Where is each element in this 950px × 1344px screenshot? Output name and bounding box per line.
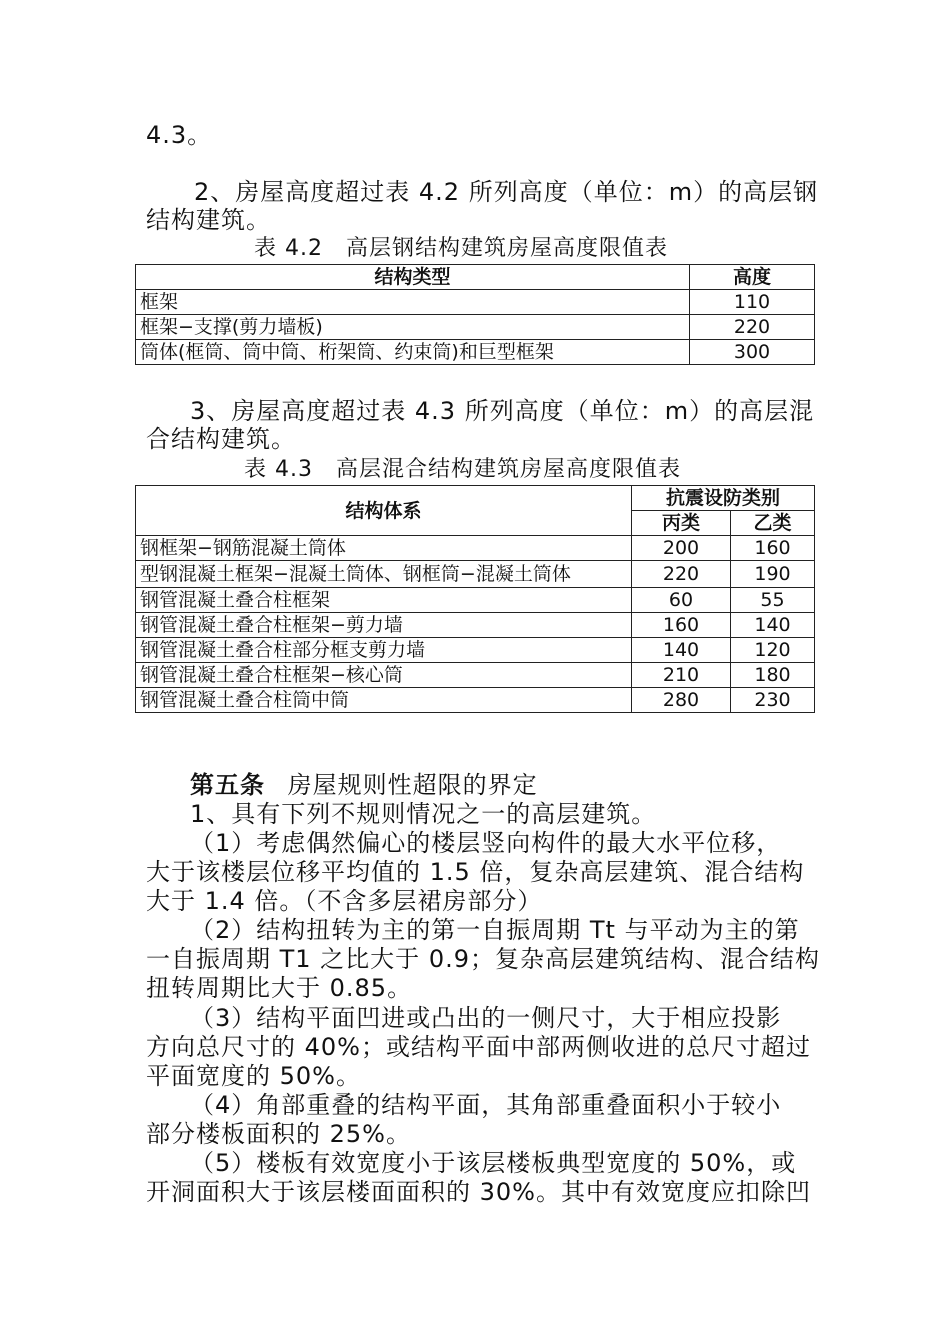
table-cell: 230 <box>731 688 815 713</box>
text-line: 方向总尺寸的 40%；或结构平面中部两侧收进的总尺寸超过 <box>146 1033 811 1061</box>
column-header: 结构类型 <box>136 265 690 290</box>
text-line: 大于 1.4 倍。（不含多层裙房部分） <box>146 887 543 915</box>
table-cell: 钢管混凝土叠合柱框架 <box>136 588 632 613</box>
table-cell: 120 <box>731 638 815 663</box>
text-line: 结构建筑。 <box>146 206 271 234</box>
text-line: 大于该楼层位移平均值的 1.5 倍，复杂高层建筑、混合结构 <box>146 858 805 886</box>
table-cell: 55 <box>731 588 815 613</box>
column-header-group: 抗震设防类别 <box>632 486 815 511</box>
table-cell: 框架 <box>136 290 690 315</box>
table-header-row <box>136 265 815 290</box>
table-cell: 型钢混凝土框架−混凝土筒体、钢框筒−混凝土筒体 <box>136 561 632 588</box>
table-cell: 160 <box>632 613 731 638</box>
text-line: （2）结构扭转为主的第一自振周期 Tt 与平动为主的第 <box>190 916 800 944</box>
table-cell: 210 <box>632 663 731 688</box>
table-cell: 60 <box>632 588 731 613</box>
text-line: （3）结构平面凹进或凸出的一侧尺寸，大于相应投影 <box>190 1004 782 1032</box>
text-line: （4）角部重叠的结构平面，其角部重叠面积小于较小 <box>190 1091 782 1119</box>
table-cell: 110 <box>690 290 815 315</box>
text-line: 2、房屋高度超过表 4.2 所列高度（单位：m）的高层钢 <box>194 178 819 206</box>
table-cell: 160 <box>731 536 815 561</box>
table-row <box>136 290 815 315</box>
article-heading <box>190 770 538 800</box>
text-line: （5）楼板有效宽度小于该层楼板典型宽度的 50%，或 <box>190 1149 797 1177</box>
text-line: 一自振周期 T1 之比大于 0.9；复杂高层建筑结构、混合结构 <box>146 945 820 973</box>
text-line: 3、房屋高度超过表 4.3 所列高度（单位：m）的高层混 <box>190 397 815 425</box>
table-cell: 钢管混凝土叠合柱部分框支剪力墙 <box>136 638 632 663</box>
column-header: 结构体系 <box>136 486 632 536</box>
article-title: 房屋规则性超限的界定 <box>287 771 538 799</box>
table-row <box>136 561 815 588</box>
text-line: （1）考虑偶然偏心的楼层竖向构件的最大水平位移， <box>190 829 782 857</box>
table-cell: 钢框架−钢筋混凝土筒体 <box>136 536 632 561</box>
text-line: 1、具有下列不规则情况之一的高层建筑。 <box>190 800 657 828</box>
height-limit-table-mixed <box>135 485 815 713</box>
table-row <box>136 688 815 713</box>
column-header: 丙类 <box>632 511 731 536</box>
table-cell: 280 <box>632 688 731 713</box>
text-line: 合结构建筑。 <box>146 425 296 453</box>
table-cell: 190 <box>731 561 815 588</box>
table-row <box>136 613 815 638</box>
table-caption: 表 4.3 高层混合结构建筑房屋高度限值表 <box>244 457 681 482</box>
table-cell: 140 <box>731 613 815 638</box>
table-row <box>136 588 815 613</box>
article-number: 第五条 <box>190 771 265 799</box>
table-cell: 筒体(框筒、筒中筒、桁架筒、约束筒)和巨型框架 <box>136 340 690 365</box>
table-cell: 220 <box>632 561 731 588</box>
height-limit-table-steel <box>135 264 815 365</box>
table-cell: 钢管混凝土叠合柱框架−核心筒 <box>136 663 632 688</box>
column-header: 乙类 <box>731 511 815 536</box>
table-row <box>136 536 815 561</box>
table-cell: 框架−支撑(剪力墙板) <box>136 315 690 340</box>
text-line: 部分楼板面积的 25%。 <box>146 1120 411 1148</box>
table-cell: 180 <box>731 663 815 688</box>
table-cell: 300 <box>690 340 815 365</box>
table-cell: 200 <box>632 536 731 561</box>
table-cell: 140 <box>632 638 731 663</box>
table-row <box>136 638 815 663</box>
table-header-row <box>136 486 815 511</box>
table-row <box>136 340 815 365</box>
text-line: 扭转周期比大于 0.85。 <box>146 974 413 1002</box>
table-caption: 表 4.2 高层钢结构建筑房屋高度限值表 <box>254 236 668 261</box>
text-line: 开洞面积大于该层楼面面积的 30%。其中有效宽度应扣除凹 <box>146 1178 811 1206</box>
table-cell: 220 <box>690 315 815 340</box>
text-line: 4.3。 <box>146 121 213 149</box>
table-cell: 钢管混凝土叠合柱筒中筒 <box>136 688 632 713</box>
table-cell: 钢管混凝土叠合柱框架−剪力墙 <box>136 613 632 638</box>
table-row <box>136 315 815 340</box>
text-line: 平面宽度的 50%。 <box>146 1062 361 1090</box>
table-row <box>136 663 815 688</box>
column-header: 高度 <box>690 265 815 290</box>
